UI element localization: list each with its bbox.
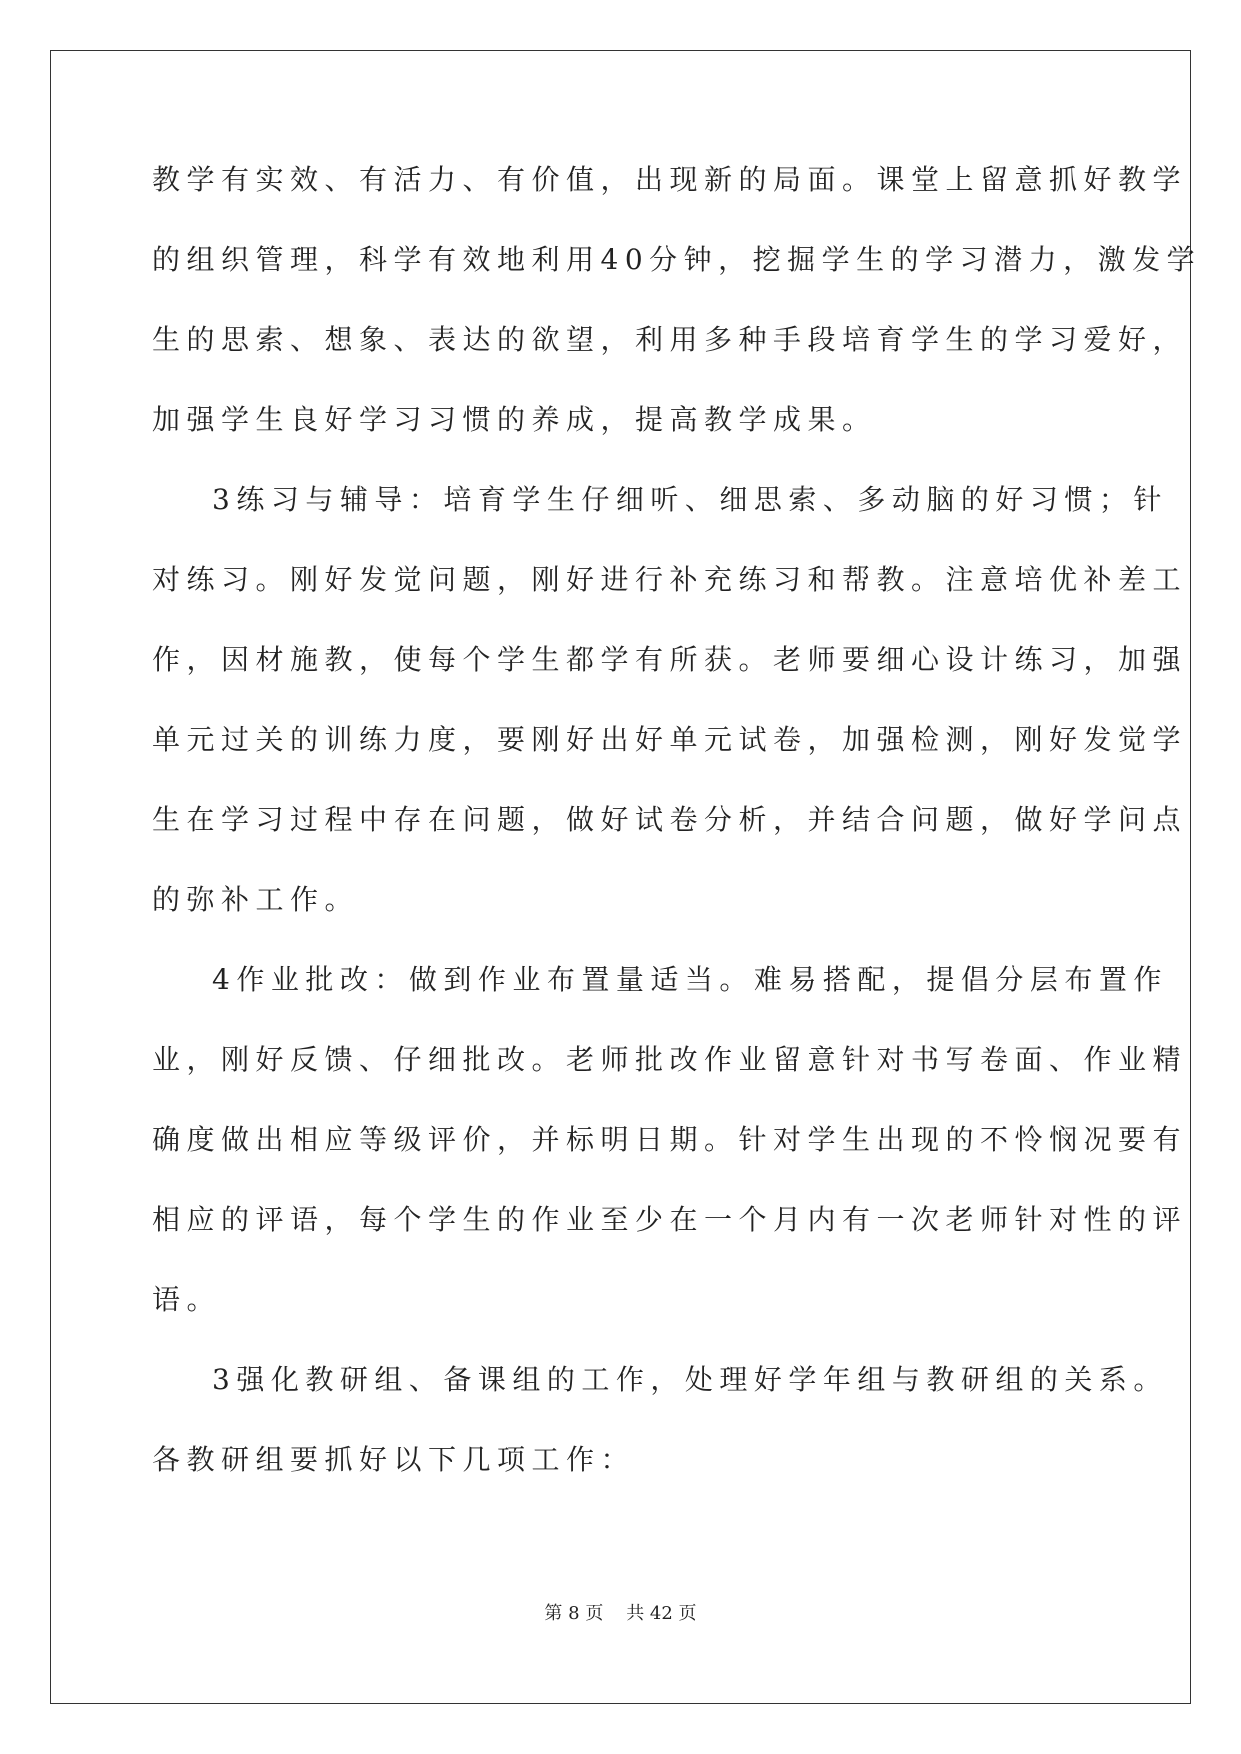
paragraph-start-line: 3强化教研组、备课组的工作，处理好学年组与教研组的关系。 [212,1363,1168,1396]
text-line: 各教研组要抓好以下几项工作： [152,1443,636,1476]
text-line: 语。 [152,1283,222,1316]
document-body [152,160,1202,1520]
text-line: 的弥补工作。 [152,883,360,916]
text-line: 的组织管理，科学有效地利用40分钟，挖掘学生的学习潜力，激发学 [152,243,1202,276]
paragraph-start-line: 3练习与辅导：培育学生仔细听、细思索、多动脑的好习惯；针 [212,483,1168,516]
text-line: 加强学生良好学习习惯的养成，提高教学成果。 [152,403,877,436]
text-line: 单元过关的训练力度，要刚好出好单元试卷，加强检测，刚好发觉学 [152,723,1188,756]
text-line: 生在学习过程中存在问题，做好试卷分析，并结合问题，做好学问点 [152,803,1188,836]
text-line: 确度做出相应等级评价，并标明日期。针对学生出现的不怜悯况要有 [152,1123,1188,1156]
paragraph-start-line: 4作业批改：做到作业布置量适当。难易搭配，提倡分层布置作 [212,963,1168,996]
text-line: 生的思索、想象、表达的欲望，利用多种手段培育学生的学习爱好， [152,323,1188,356]
page-number-footer: 第 8 页 共 42 页 [544,1603,697,1624]
text-line: 相应的评语，每个学生的作业至少在一个月内有一次老师针对性的评 [152,1203,1188,1236]
text-line: 教学有实效、有活力、有价值，出现新的局面。课堂上留意抓好教学 [152,163,1188,196]
text-line: 作，因材施教，使每个学生都学有所获。老师要细心设计练习，加强 [152,643,1188,676]
text-line: 对练习。刚好发觉问题，刚好进行补充练习和帮教。注意培优补差工 [152,563,1188,596]
text-line: 业，刚好反馈、仔细批改。老师批改作业留意针对书写卷面、作业精 [152,1043,1188,1076]
